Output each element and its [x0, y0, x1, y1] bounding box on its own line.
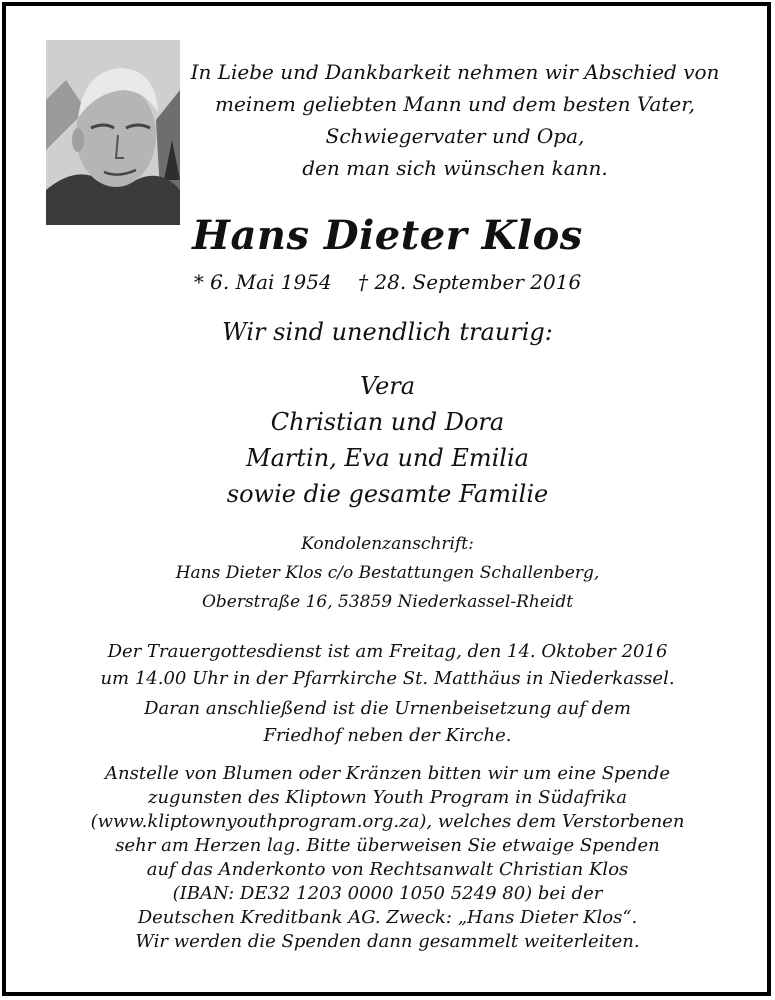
intro-text	[182, 56, 728, 184]
family-member: Christian und Dora	[270, 408, 505, 436]
life-dates	[0, 270, 775, 294]
family-member: Vera	[359, 372, 416, 400]
donation-info	[0, 762, 775, 954]
intro-line: In Liebe und Dankbarkeit nehmen wir Abschied von	[190, 60, 720, 84]
family-member: Martin, Eva und Emilia	[246, 444, 529, 472]
burial-line: Daran anschließend ist die Urnenbeisetzung auf dem	[144, 698, 631, 719]
condolence-label: Kondolenzanschrift:	[301, 534, 474, 554]
portrait-illustration	[46, 40, 180, 225]
death-date: † 28. September 2016	[358, 270, 582, 294]
portrait-photo-icon	[46, 40, 180, 225]
donation-line: sehr am Herzen lag. Bitte überweisen Sie etwaige Spenden	[115, 835, 660, 856]
condolence-address-line: Hans Dieter Klos c/o Bestattungen Schallenberg,	[175, 563, 600, 583]
donation-line: (IBAN: DE32 1203 0000 1050 5249 80) bei der	[172, 883, 603, 904]
mourning-line: Wir sind unendlich traurig:	[222, 318, 553, 346]
donation-line: Anstelle von Blumen oder Kränzen bitten wir um eine Spende	[105, 763, 670, 784]
donation-line: (www.kliptownyouthprogram.org.za), welches dem Verstorbenen	[90, 811, 685, 832]
donation-line: zugunsten des Kliptown Youth Program in Südafrika	[147, 787, 628, 808]
donation-line: auf das Anderkonto von Rechtsanwalt Christian Klos	[146, 859, 629, 880]
donation-line: Wir werden die Spenden dann gesammelt weiterleiten.	[135, 931, 640, 952]
burial-info	[0, 695, 775, 749]
family-member: sowie die gesamte Familie	[226, 480, 549, 508]
family-list	[0, 368, 775, 512]
condolence-address-line: Oberstraße 16, 53859 Niederkassel-Rheidt	[201, 592, 574, 612]
donation-line: Deutschen Kreditbank AG. Zweck: „Hans Dieter Klos“.	[137, 907, 638, 928]
burial-line: Friedhof neben der Kirche.	[263, 725, 512, 746]
service-line: Der Trauergottesdienst ist am Freitag, den 14. Oktober 2016	[107, 641, 668, 662]
birth-date: * 6. Mai 1954	[193, 270, 332, 294]
intro-line: meinem geliebten Mann und dem besten Vater,	[215, 92, 695, 116]
service-info	[0, 638, 775, 692]
deceased-name: Hans Dieter Klos	[192, 212, 583, 259]
intro-line: den man sich wünschen kann.	[302, 156, 608, 180]
service-line: um 14.00 Uhr in der Pfarrkirche St. Matthäus in Niederkassel.	[100, 668, 675, 689]
condolence-address	[0, 530, 775, 617]
intro-line: Schwiegervater und Opa,	[325, 124, 585, 148]
